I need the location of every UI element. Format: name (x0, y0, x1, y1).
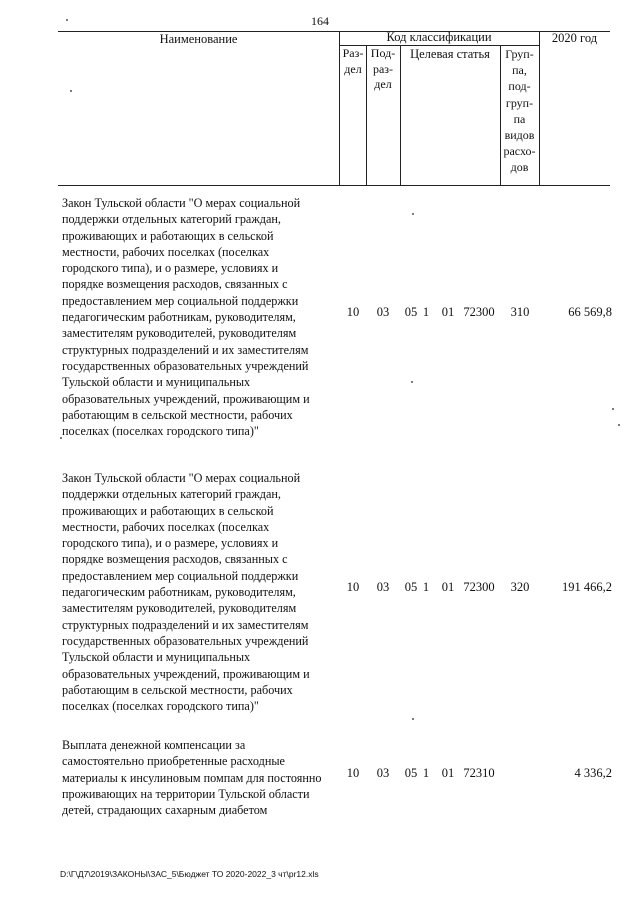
row-name (62, 737, 352, 818)
row-name-line: работающим в сельской местности, рабочих (62, 682, 293, 697)
row-section: 10 (346, 305, 360, 319)
row-amount: 66 569,8 (568, 305, 612, 319)
scan-speck (612, 408, 614, 410)
scan-speck (618, 424, 620, 426)
header-subsection (366, 46, 400, 93)
row-name-line: порядке возмещения расходов, связанных с (62, 277, 288, 292)
row-name-line: предоставлением мер социальной поддержки (62, 293, 299, 308)
row-name-line: педагогическим работникам, руководителям, (62, 585, 296, 600)
row-name-line: порядке возмещения расходов, связанных с (62, 552, 288, 567)
header-group-line: под- (508, 79, 531, 94)
row-name-line: местности, рабочих поселках (поселках (62, 519, 270, 534)
header-section-line: Раз- (342, 46, 364, 60)
header-year: 2020 год (551, 31, 598, 45)
row-name-line: Тульской области и муниципальных (62, 375, 251, 390)
scan-speck (412, 718, 414, 720)
row-name-line: поселках (поселках городского типа)" (62, 424, 259, 439)
header-group-line: па, (512, 63, 527, 78)
row-name-line: работающим в сельской местности, рабочих (62, 407, 293, 422)
row-name-line: Выплата денежной компенсации за (62, 738, 246, 752)
row-target-event: 01 (441, 305, 455, 319)
row-name-line: государственных образовательных учреждений (62, 633, 309, 648)
row-name-line: структурных подразделений и их заместителям (62, 617, 309, 632)
row-name-line: заместителям руководителей, руководителям (62, 326, 297, 341)
row-target-subprogram: 1 (422, 305, 430, 319)
row-name-line: Тульской области и муниципальных (62, 650, 251, 665)
row-target-direction: 72310 (463, 766, 495, 780)
row-target-program: 05 (404, 305, 418, 319)
row-amount: 4 336,2 (574, 766, 612, 780)
row-group: 310 (510, 305, 530, 319)
row-target-event: 01 (441, 580, 455, 594)
row-name-line: педагогическим работникам, руководителям, (62, 310, 296, 325)
row-name-line: материалы к инсулиновым помпам для постоянно (62, 770, 322, 785)
page-number: 164 (311, 14, 329, 28)
header-subsection-line: дел (374, 77, 392, 91)
scan-speck (66, 19, 68, 21)
row-name-line: государственных образовательных учреждений (62, 358, 309, 373)
row-amount: 191 466,2 (562, 580, 612, 594)
row-name-line: детей, страдающих сахарным диабетом (62, 803, 268, 818)
row-name-line: структурных подразделений и их заместителям (62, 342, 309, 357)
footer-file-path: D:\Г\Д7\2019\ЗАКОНЫ\ЗАС_5\Бюджет ТО 2020-2022_3 чт\pr12.xls (60, 869, 319, 879)
row-subsection: 03 (376, 305, 390, 319)
row-name-line: местности, рабочих поселках (поселках (62, 244, 270, 259)
header-target: Целевая статья (410, 47, 490, 61)
col-divider-subsection (400, 45, 401, 185)
header-subsection-line: Под- (370, 46, 396, 60)
row-name-line: поддержки отдельных категорий граждан, (62, 212, 281, 227)
row-name-line: поселках (поселках городского типа)" (62, 699, 259, 714)
header-group (500, 46, 539, 176)
header-name: Наименование (159, 32, 238, 46)
header-group-line: груп- (505, 95, 534, 110)
scan-speck (412, 213, 414, 215)
header-classification: Код классификации (386, 30, 492, 44)
header-group-line: дов (510, 160, 529, 175)
row-name-line: образовательных учреждений, проживающим и (62, 391, 310, 406)
row-subsection: 03 (376, 580, 390, 594)
row-subsection: 03 (376, 766, 390, 780)
row-name-line: городского типа), и о размере, условиях и (62, 261, 279, 276)
row-section: 10 (346, 766, 360, 780)
row-name-line: образовательных учреждений, проживающим и (62, 666, 310, 681)
header-group-line: расхо- (503, 144, 536, 159)
row-name-line: заместителям руководителей, руководителям (62, 601, 297, 616)
row-target-direction: 72300 (463, 305, 495, 319)
header-bottom-border (58, 185, 610, 186)
row-name (62, 195, 352, 439)
col-divider-group (539, 31, 540, 185)
row-group: 320 (510, 580, 530, 594)
row-name-line: самостоятельно приобретенные расходные (62, 754, 285, 769)
scan-speck (411, 381, 413, 383)
row-target-program: 05 (404, 766, 418, 780)
scan-speck (60, 437, 62, 439)
row-name-line: Закон Тульской области "О мерах социальной (62, 471, 301, 485)
row-target-subprogram: 1 (422, 766, 430, 780)
header-section-line: дел (344, 61, 362, 76)
row-target-subprogram: 1 (422, 580, 430, 594)
header-group-line: Груп- (505, 47, 534, 61)
row-name (62, 470, 352, 714)
header-subsection-line: раз- (372, 61, 394, 76)
row-target-program: 05 (404, 580, 418, 594)
row-name-line: проживающих и работающих в сельской (62, 503, 274, 518)
row-name-line: предоставлением мер социальной поддержки (62, 568, 299, 583)
scan-speck (70, 90, 72, 92)
row-name-line: поддержки отдельных категорий граждан, (62, 487, 281, 502)
row-name-line: Закон Тульской области "О мерах социальной (62, 196, 301, 210)
row-name-line: проживающих и работающих в сельской (62, 228, 274, 243)
row-target-direction: 72300 (463, 580, 495, 594)
header-group-line: па (513, 111, 526, 126)
row-name-line: городского типа), и о размере, условиях и (62, 536, 279, 551)
row-target-event: 01 (441, 766, 455, 780)
row-section: 10 (346, 580, 360, 594)
header-section (339, 46, 367, 77)
row-name-line: проживающих на территории Тульской области (62, 786, 310, 801)
header-group-line: видов (504, 128, 535, 143)
